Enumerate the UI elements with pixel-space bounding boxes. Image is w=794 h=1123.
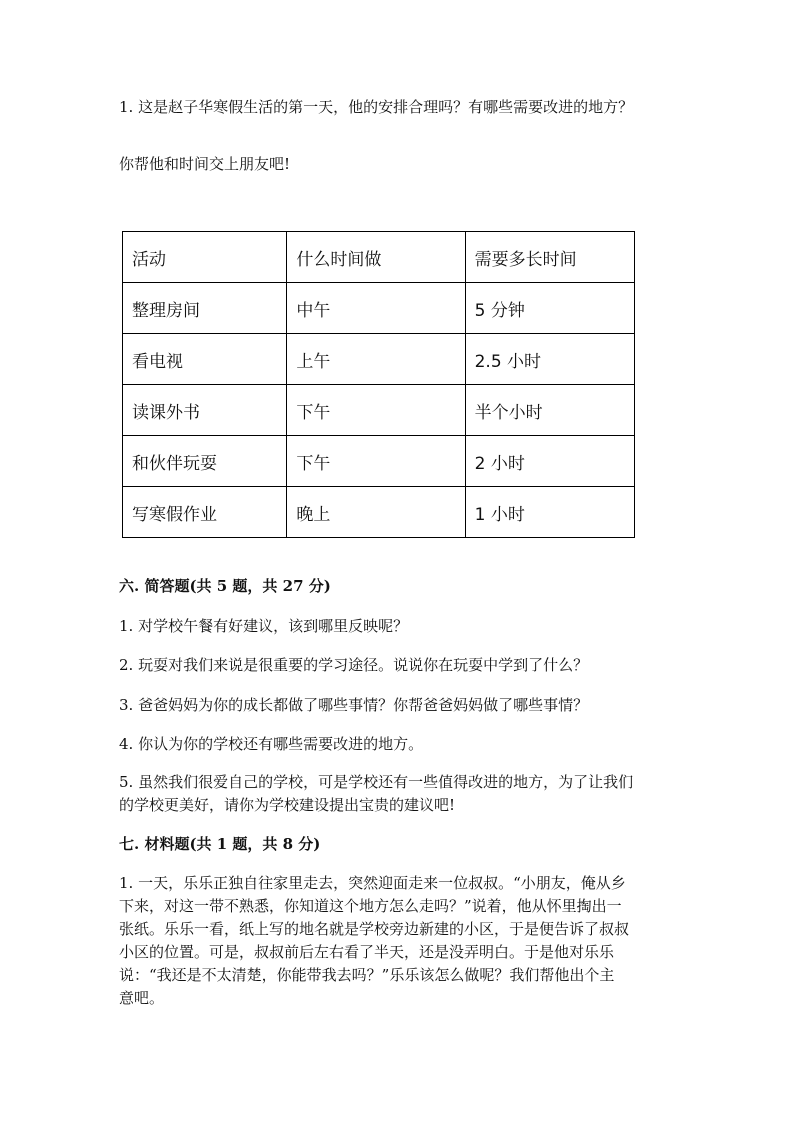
table-row [123,334,635,385]
section-7-title: 七. 材料题(共 1 题，共 8 分) [119,835,321,853]
table-header-cell: 活动 [123,232,287,283]
table-row [123,385,635,436]
paragraph-line: 下来，对这一带不熟悉，你知道这个地方怎么走吗？”说着，他从怀里掏出一 [119,897,622,915]
table-cell: 1 小时 [465,487,634,538]
paragraph-line: 1. 一天，乐乐正独自往家里走去，突然迎面走来一位叔叔。“小朋友，俺从乡 [119,874,626,892]
section-7-question-1 [119,872,667,1010]
section-6-question: 4. 你认为你的学校还有哪些需要改进的地方。 [119,735,424,753]
table-cell: 2 小时 [465,436,634,487]
paragraph-line: 的学校更美好，请你为学校建设提出宝贵的建议吧! [119,796,456,814]
table-cell: 写寒假作业 [123,487,287,538]
table-cell: 2.5 小时 [465,334,634,385]
section-6-question: 3. 爸爸妈妈为你的成长都做了哪些事情？你帮爸爸妈妈做了哪些事情？ [119,696,589,714]
table-cell: 读课外书 [123,385,287,436]
section-6-question: 2. 玩耍对我们来说是很重要的学习途径。说说你在玩耍中学到了什么？ [119,656,589,674]
table-cell: 下午 [287,436,465,487]
table-header-row [123,232,635,283]
table-cell: 5 分钟 [465,283,634,334]
table-cell: 上午 [287,334,465,385]
table-header-cell: 需要多长时间 [465,232,634,283]
section-6-question-5 [119,771,667,817]
paragraph-line: 说：“我还是不太清楚，你能带我去吗？”乐乐该怎么做呢？我们帮他出个主 [119,966,615,984]
table-row [123,487,635,538]
table-header-cell: 什么时间做 [287,232,465,283]
table-row [123,436,635,487]
paragraph-line: 小区的位置。可是，叔叔前后左右看了半天，还是没弄明白。于是他对乐乐 [119,943,615,961]
schedule-table [122,231,635,538]
table-cell: 晚上 [287,487,465,538]
paragraph-line: 5. 虽然我们很爱自己的学校，可是学校还有一些值得改进的地方，为了让我们 [119,773,634,791]
table-cell: 和伙伴玩耍 [123,436,287,487]
table-cell: 半个小时 [465,385,634,436]
paragraph-line: 意吧。 [119,989,165,1007]
table-cell: 整理房间 [123,283,287,334]
table-cell: 看电视 [123,334,287,385]
section-6-title: 六. 简答题(共 5 题，共 27 分) [119,577,331,595]
question-1-text: 1. 这是赵子华寒假生活的第一天，他的安排合理吗？有哪些需要改进的地方？ [119,98,634,116]
table-cell: 中午 [287,283,465,334]
paragraph-line: 张纸。乐乐一看，纸上写的地名就是学校旁边新建的小区，于是便告诉了叔叔 [119,920,630,938]
section-6-question: 1. 对学校午餐有好建议，该到哪里反映呢？ [119,617,409,635]
table-row [123,283,635,334]
question-1-followup: 你帮他和时间交上朋友吧! [119,155,291,173]
table-cell: 下午 [287,385,465,436]
